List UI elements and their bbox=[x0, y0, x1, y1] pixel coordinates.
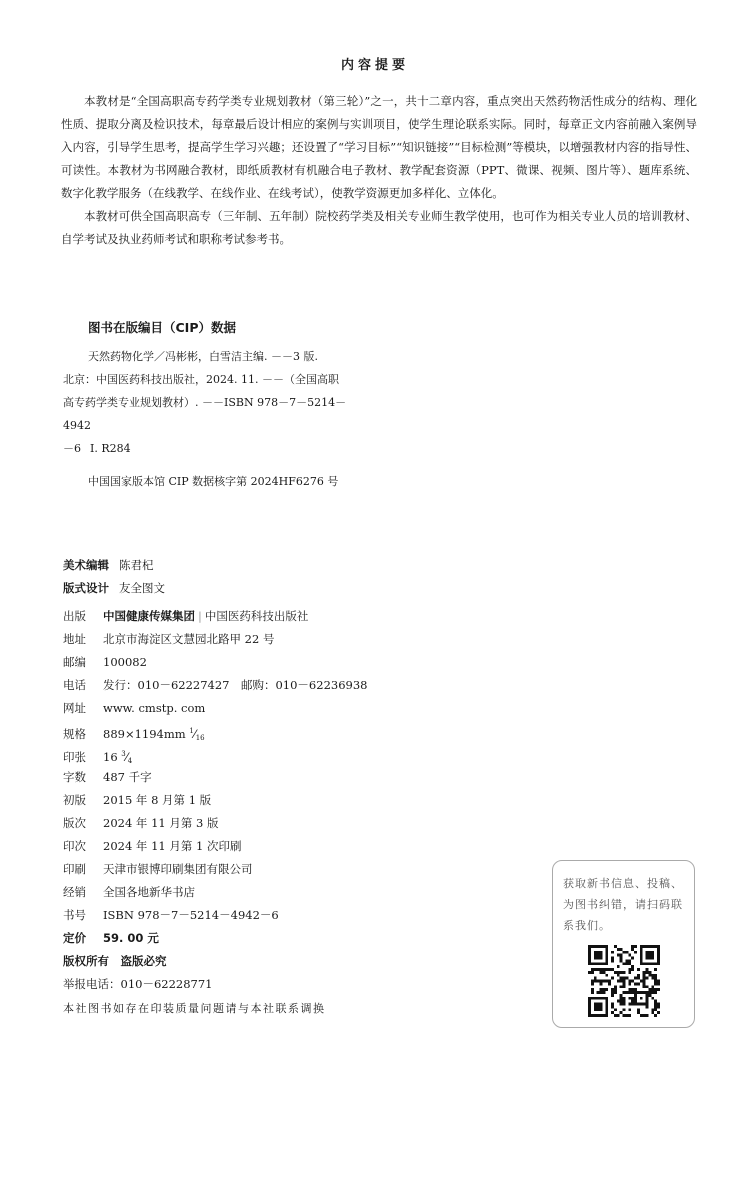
price-row bbox=[63, 927, 367, 950]
publisher-group: 中国健康传媒集团 bbox=[103, 609, 195, 623]
publication-info bbox=[63, 605, 367, 996]
cip-line-1: 天然药物化学／冯彬彬，白雪洁主编. －－3 版. bbox=[88, 350, 318, 363]
cip-heading: 图书在版编目（CIP）数据 bbox=[88, 320, 236, 335]
printer-row bbox=[63, 858, 367, 881]
summary-paragraph-1: 本教材是“全国高职高专药学类专业规划教材（第三轮）”之一，共十二章内容，重点突出天然药物活性成分的结构、理化性质、提取分离及检识技术，每章最后设计相应的案例与实训项目，使学生理论联系实际。同时，每章正文内容前融入案例导入内容，引导学生思考，提高学生学习兴趣；还设置了“学习目标”“知识链接”“目标检测”等模块，以增强教材内容的指导性、可读性。本教材为书网融合教材，即纸质教材有机融合电子教材、教学配套资源（PPT、微课、视频、图片等）、题库系统、数字化教学服务（在线教学、在线作业、在线考试），使教学资源更加多样化、立体化。 bbox=[61, 94, 697, 200]
words-value: 487 千字 bbox=[103, 770, 152, 784]
phone-mail: 邮购：010－62236938 bbox=[240, 678, 368, 692]
summary-paragraph-2: 本教材可供全国高职高专（三年制、五年制）院校药学类及相关专业师生教学使用，也可作为相关专业人员的培训教材、自学考试及执业药师考试和职称考试参考书。 bbox=[61, 209, 697, 246]
printer-value: 天津市银博印刷集团有限公司 bbox=[103, 862, 253, 876]
website-label: 网址 bbox=[63, 701, 86, 715]
first-edition-label: 初版 bbox=[63, 793, 86, 807]
postcode-row bbox=[63, 651, 367, 674]
copyright-notice: 版权所有 盗版必究 bbox=[63, 954, 167, 968]
format-label: 规格 bbox=[63, 727, 86, 741]
postcode-label: 邮编 bbox=[63, 655, 86, 669]
publisher-separator: | bbox=[198, 609, 202, 623]
phone-label: 电话 bbox=[63, 678, 86, 692]
art-editor-label: 美术编辑 bbox=[63, 558, 109, 572]
printing-label: 印次 bbox=[63, 839, 86, 853]
isbn-row bbox=[63, 904, 367, 927]
first-edition-row bbox=[63, 789, 367, 812]
first-edition-value: 2015 年 8 月第 1 版 bbox=[103, 793, 212, 807]
price-label: 定价 bbox=[63, 931, 86, 945]
qr-code-icon[interactable] bbox=[588, 945, 660, 1017]
distributor-row bbox=[63, 881, 367, 904]
layout-design-row bbox=[63, 577, 165, 600]
sheets-numerator: 3 bbox=[121, 750, 126, 758]
publisher-name: 中国医药科技出版社 bbox=[204, 609, 309, 623]
phone-row bbox=[63, 674, 367, 697]
address-value: 北京市海淀区文慧园北路甲 22 号 bbox=[103, 632, 275, 646]
sheets-row: 印张 16 $^3⁄_4$ bbox=[63, 743, 367, 766]
printing-value: 2024 年 11 月第 1 次印刷 bbox=[103, 839, 242, 853]
isbn-value: ISBN 978－7－5214－4942－6 bbox=[103, 908, 279, 922]
cip-record-number: 中国国家版本馆 CIP 数据核字第 2024HF6276 号 bbox=[88, 475, 339, 488]
format-row: 规格 889×1194mm $^1⁄_{16}$ bbox=[63, 720, 367, 743]
address-row bbox=[63, 628, 367, 651]
website-row bbox=[63, 697, 367, 720]
layout-design-value: 友全图文 bbox=[119, 581, 165, 595]
cip-line-4: －6 bbox=[63, 442, 81, 455]
printing-row bbox=[63, 835, 367, 858]
price-value: 59. 00 元 bbox=[103, 931, 159, 945]
quality-notice: 本社图书如存在印装质量问题请与本社联系调换 bbox=[63, 1002, 326, 1015]
website-value: www. cmstp. com bbox=[103, 701, 206, 715]
format-denominator: 16 bbox=[195, 734, 205, 742]
format-size: 889×1194mm bbox=[103, 727, 186, 741]
format-numerator: 1 bbox=[189, 727, 194, 735]
address-label: 地址 bbox=[63, 632, 86, 646]
page-title: 内容提要 bbox=[340, 58, 409, 73]
layout-design-label: 版式设计 bbox=[63, 581, 109, 595]
sheets-denominator: 4 bbox=[127, 757, 133, 765]
staff-credits bbox=[63, 554, 165, 600]
isbn-label: 书号 bbox=[63, 908, 86, 922]
publisher-row bbox=[63, 605, 367, 628]
phone-issue: 发行：010－62227427 bbox=[103, 678, 230, 692]
art-editor-value: 陈君杞 bbox=[119, 558, 154, 572]
publisher-label: 出版 bbox=[63, 609, 86, 623]
edition-row bbox=[63, 812, 367, 835]
distributor-label: 经销 bbox=[63, 885, 86, 899]
cip-classification: Ⅰ. R284 bbox=[90, 442, 131, 455]
postcode-value: 100082 bbox=[103, 655, 147, 669]
cip-line-3: 高专药学类专业规划教材）. －－ISBN 978－7－5214－4942 bbox=[63, 396, 347, 432]
words-label: 字数 bbox=[63, 770, 86, 784]
art-editor-row bbox=[63, 554, 165, 577]
sheets-whole: 16 bbox=[103, 750, 118, 764]
cip-line-2: 北京：中国医药科技出版社，2024. 11. －－（全国高职 bbox=[63, 373, 339, 386]
qr-contact-box bbox=[552, 860, 695, 1028]
distributor-value: 全国各地新华书店 bbox=[103, 885, 195, 899]
edition-label: 版次 bbox=[63, 816, 86, 830]
report-phone: 举报电话：010－62228771 bbox=[63, 977, 213, 991]
edition-value: 2024 年 11 月第 3 版 bbox=[103, 816, 219, 830]
printer-label: 印刷 bbox=[63, 862, 86, 876]
summary-section bbox=[61, 90, 697, 251]
words-row bbox=[63, 766, 367, 789]
qr-contact-text: 获取新书信息、投稿、为图书纠错，请扫码联系我们。 bbox=[563, 877, 683, 932]
sheets-label: 印张 bbox=[63, 750, 86, 764]
